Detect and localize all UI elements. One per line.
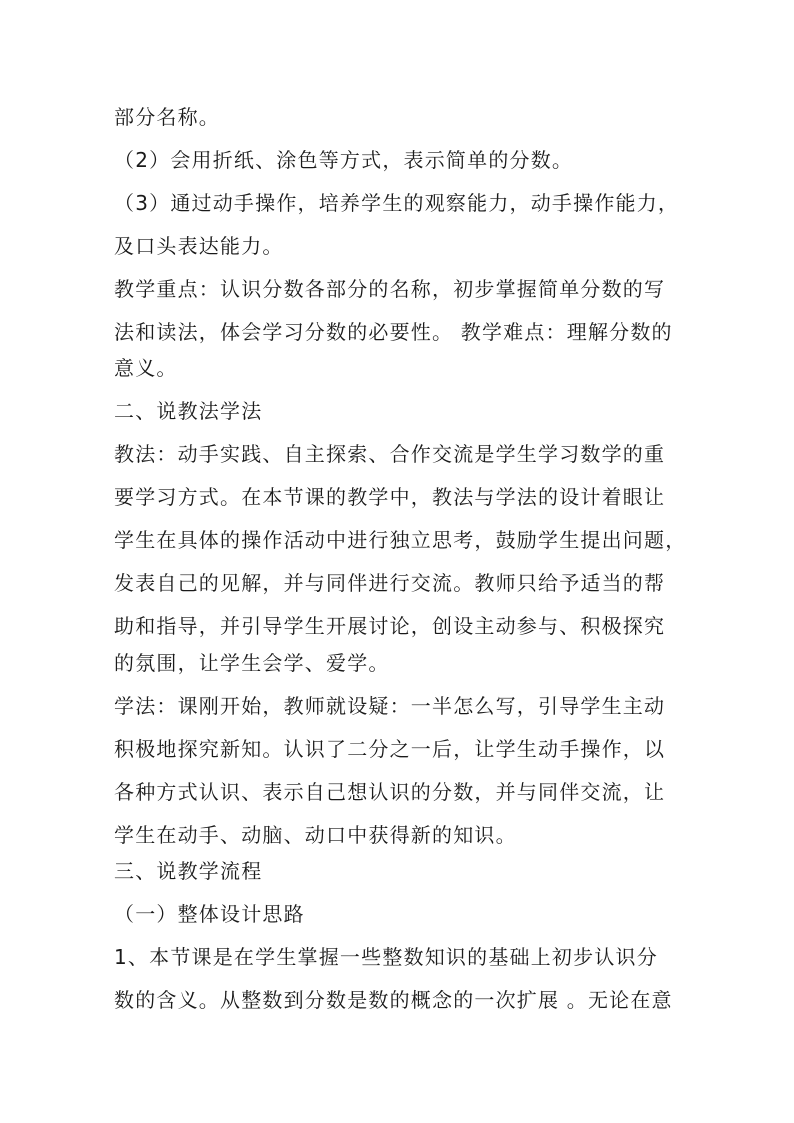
text-line: 要学习方式。在本节课的教学中，教法与学法的设计着眼让	[114, 485, 666, 509]
text-line: 意义。	[114, 356, 178, 380]
text-line: 教法：动手实践、自主探索、合作交流是学生学习数学的重	[114, 442, 666, 466]
text-line: 各种方式认识、表示自己想认识的分数，并与同伴交流，让	[114, 780, 666, 804]
text-line: （2）会用折纸、涂色等方式，表示简单的分数。	[114, 148, 574, 172]
text-line: 及口头表达能力。	[114, 234, 284, 258]
text-line: 1、本节课是在学生掌握一些整数知识的基础上初步认识分	[114, 945, 658, 969]
text-line: 发表自己的见解，并与同伴进行交流。教师只给予适当的帮	[114, 571, 666, 595]
text-line: 数的含义。从整数到分数是数的概念的一次扩展 。无论在意	[114, 988, 673, 1012]
text-line: 的氛围，让学生会学、爱学。	[114, 651, 390, 675]
text-line: 学生在具体的操作活动中进行独立思考，鼓励学生提出问题，	[114, 528, 687, 552]
section-heading: 二、说教法学法	[114, 399, 263, 423]
text-line: 学生在动手、动脑、动口中获得新的知识。	[114, 823, 517, 847]
text-line: 助和指导，并引导学生开展讨论，创设主动参与、积极探究	[114, 614, 666, 638]
text-line: 积极地探究新知。认识了二分之一后，让学生动手操作，以	[114, 737, 666, 761]
section-heading: 三、说教学流程	[114, 859, 263, 883]
text-line: 法和读法，体会学习分数的必要性。 教学难点：理解分数的	[114, 320, 673, 344]
text-line: 部分名称。	[114, 105, 220, 129]
text-line: （3）通过动手操作，培养学生的观察能力，动手操作能力，	[114, 191, 680, 215]
subsection-heading: （一）整体设计思路	[114, 902, 305, 926]
text-line: 教学重点：认识分数各部分的名称，初步掌握简单分数的写	[114, 277, 666, 301]
text-line: 学法：课刚开始，教师就设疑：一半怎么写，引导学生主动	[114, 694, 666, 718]
